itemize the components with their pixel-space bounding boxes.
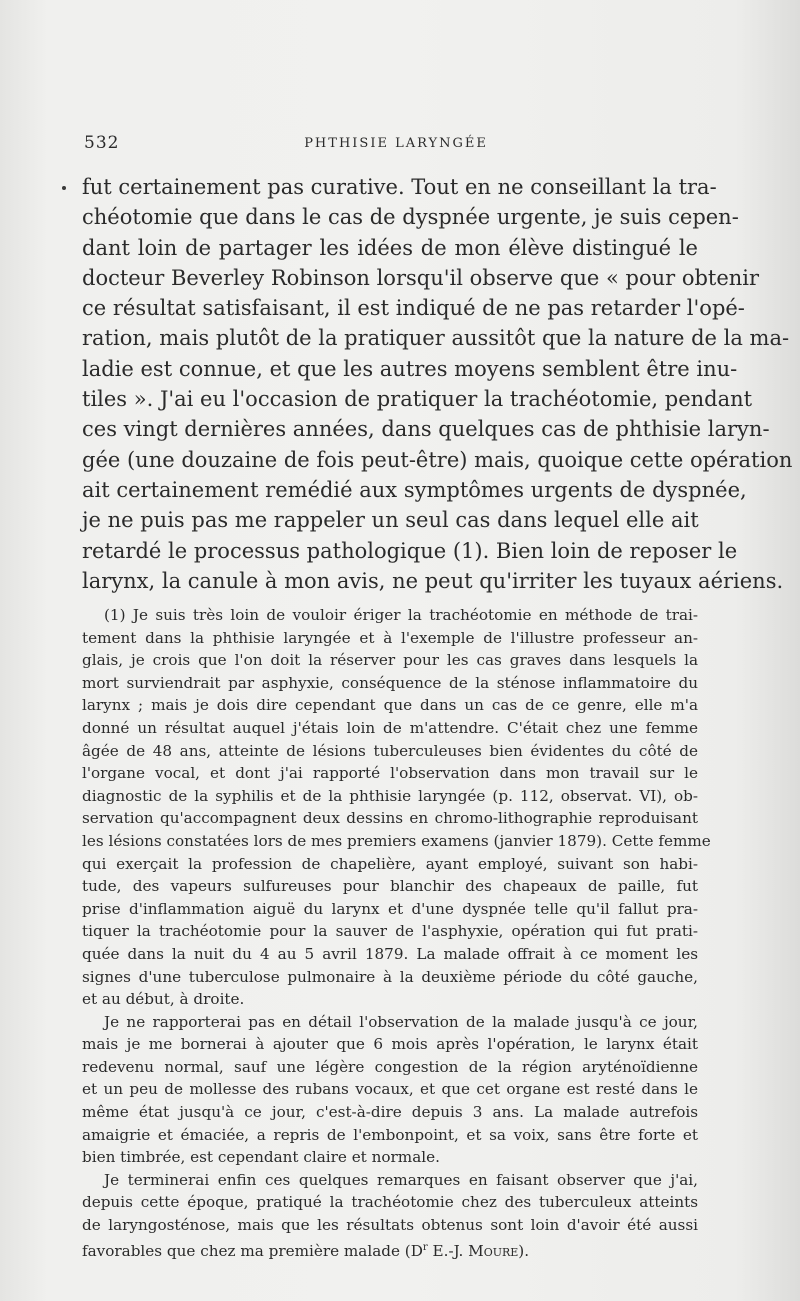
running-head: PHTHISIE LARYNGÉE (304, 136, 488, 151)
text-line: ladie est connue, et que les autres moyens semblent être inu- (82, 356, 738, 381)
footnote-line: redevenu normal, sauf une légère congestion de la région aryténoïdienne (82, 1057, 698, 1076)
footnote-line: tude, des vapeurs sulfureuses pour blanchir des chapeaux de paille, fut (82, 877, 698, 896)
text-line: ait certainement remédié aux symptômes urgents de dyspnée, (82, 477, 747, 502)
text-line: dant loin de partager les idées de mon élève distingué le (82, 235, 698, 260)
text-line: gée (une douzaine de fois peut-être) mais, quoique cette opération (82, 447, 793, 472)
footnote-line: Je ne rapporterai pas en détail l'observation de la malade jusqu'à ce jour, (104, 1012, 698, 1031)
footnote-line: larynx ; mais je dois dire cependant que dans un cas de ce genre, elle m'a (82, 696, 698, 715)
text-line: retardé le processus pathologique (1). Bien loin de reposer le (82, 538, 738, 563)
footnote-line: qui exerçait la profession de chapelière, ayant employé, suivant son habi- (82, 854, 698, 873)
text-line: tiles ». J'ai eu l'occasion de pratiquer la trachéotomie, pendant (82, 387, 753, 412)
footnote-line: les lésions constatées lors de mes premiers examens (janvier 1879). Cette femme (82, 831, 711, 850)
text-line: je ne puis pas me rappeler un seul cas dans lequel elle ait (82, 508, 699, 533)
doctor-abbrev-superscript: r (422, 1241, 428, 1253)
footnote-line: Je terminerai enfin ces quelques remarques en faisant observer que j'ai, (104, 1170, 698, 1189)
main-paragraph (82, 172, 793, 596)
footnote (82, 604, 711, 1260)
footnote-line: et au début, à droite. (82, 990, 245, 1009)
footnote-line: glais, je crois que l'on doit la réserver pour les cas graves dans lesquels la (82, 651, 698, 670)
footnote-line: depuis cette époque, pratiqué la trachéotomie chez des tuberculeux atteints (82, 1193, 698, 1212)
footnote-final-text: favorables que chez ma première malade (D (82, 1241, 423, 1260)
footnote-line: de laryngosténose, mais que les résultats obtenus sont loin d'avoir été aussi (82, 1216, 698, 1235)
text-line: chéotomie que dans le cas de dyspnée urgente, je suis cepen- (82, 205, 739, 230)
footnote-line: même état jusqu'à ce jour, c'est-à-dire depuis 3 ans. La malade autrefois (82, 1103, 698, 1122)
footnote-line-final (82, 1237, 698, 1260)
footnote-line: tiquer la trachéotomie pour la sauver de l'asphyxie, opération qui fut prati- (82, 922, 698, 941)
footnote-line: mais je me bornerai à ajouter que 6 mois après l'opération, le larynx était (82, 1035, 698, 1054)
page-header (84, 133, 708, 157)
footnote-line: amaigrie et émaciée, a repris de l'embonpoint, et sa voix, sans être forte et (82, 1125, 698, 1144)
text-line: docteur Beverley Robinson lorsqu'il observe que « pour obtenir (82, 265, 760, 290)
footnote-line: l'organe vocal, et dont j'ai rapporté l'observation dans mon travail sur le (82, 764, 698, 783)
author-name: E.-J. Moure (427, 1241, 519, 1260)
footnote-line: donné un résultat auquel j'étais loin de m'attendre. C'était chez une femme (82, 718, 698, 737)
stray-ink-mark (62, 186, 66, 190)
footnote-line: prise d'inflammation aiguë du larynx et d'une dyspnée telle qu'il fallut pra- (82, 899, 698, 918)
text-line: larynx, la canule à mon avis, ne peut qu'irriter les tuyaux aériens. (82, 568, 784, 593)
text-line: ration, mais plutôt de la pratiquer aussitôt que la nature de la ma- (82, 326, 790, 351)
footnote-line: âgée de 48 ans, atteinte de lésions tuberculeuses bien évidentes du côté de (82, 741, 698, 760)
page-number: 532 (84, 133, 120, 153)
footnote-line: tement dans la phthisie laryngée et à l'exemple de l'illustre professeur an- (82, 628, 698, 647)
footnote-line: et un peu de mollesse des rubans vocaux, et que cet organe est resté dans le (82, 1080, 698, 1099)
footnote-line: mort surviendrait par asphyxie, conséquence de la sténose inflammatoire du (82, 673, 698, 692)
text-line: fut certainement pas curative. Tout en ne conseillant la tra- (82, 175, 717, 199)
text-line: ces vingt dernières années, dans quelques cas de phthisie laryn- (82, 417, 770, 442)
footnote-line: signes d'une tuberculose pulmonaire à la deuxième période du côté gauche, (82, 967, 698, 986)
footnote-line: bien timbrée, est cependant claire et normale. (82, 1148, 440, 1167)
footnote-line: quée dans la nuit du 4 au 5 avril 1879. La malade offrait à ce moment les (82, 944, 698, 963)
footnote-line: (1) Je suis très loin de vouloir ériger la trachéotomie en méthode de trai- (104, 606, 698, 624)
attribution-close: ). (518, 1241, 530, 1260)
footnote-line: servation qu'accompagnent deux dessins en chromo-lithographie reproduisant (82, 809, 698, 828)
text-line: ce résultat satisfaisant, il est indiqué de ne pas retarder l'opé- (82, 296, 745, 321)
footnote-line: diagnostic de la syphilis et de la phthisie laryngée (p. 112, observat. VI), ob- (82, 786, 698, 805)
